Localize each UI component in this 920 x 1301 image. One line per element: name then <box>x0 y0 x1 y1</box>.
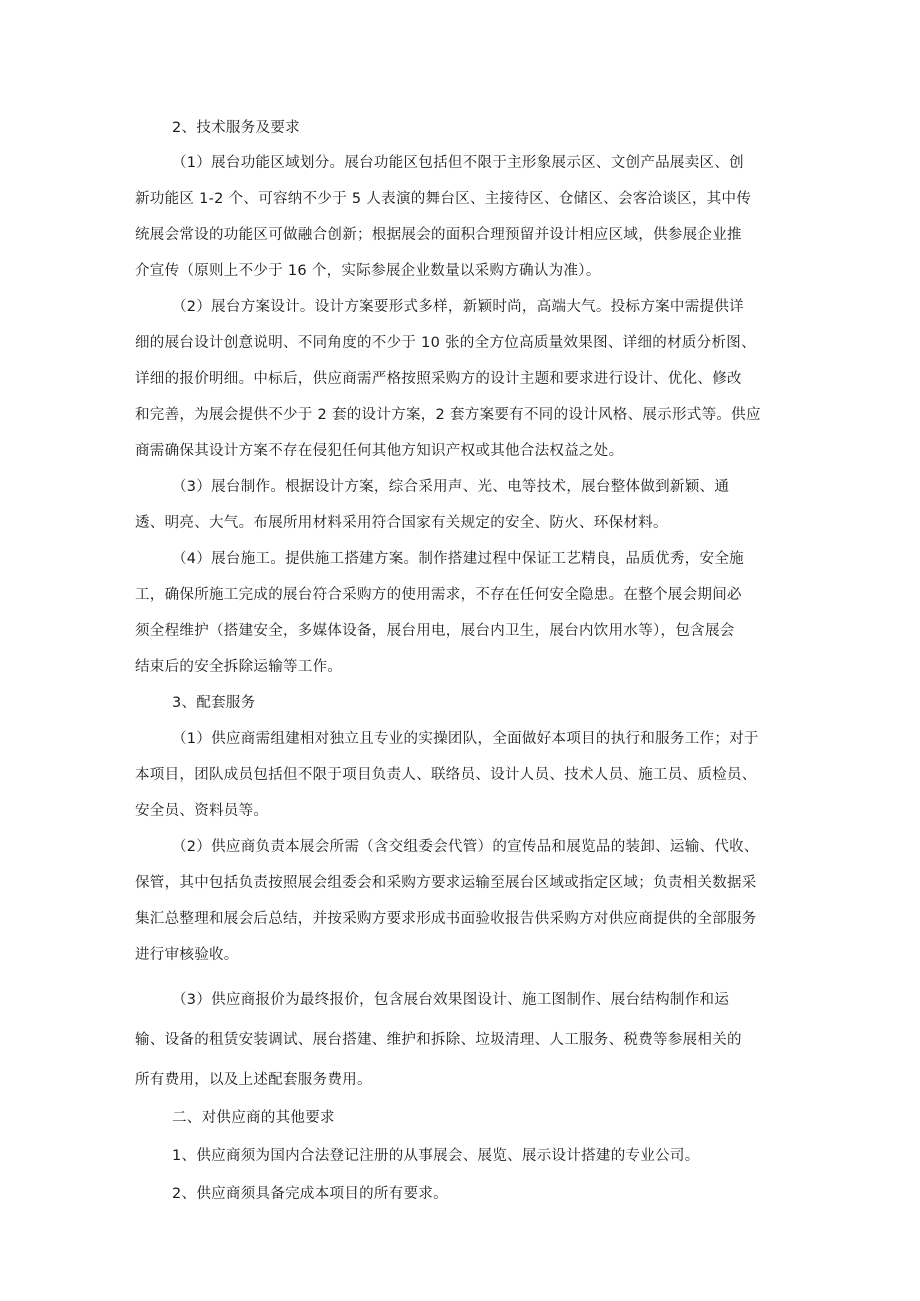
paragraph-line: （2）供应商负责本展会所需（含交组委会代管）的宣传品和展览品的装卸、运输、代收、 <box>172 839 759 855</box>
paragraph-line: 细的展台设计创意说明、不同角度的不少于 10 张的全方位高质量效果图、详细的材质分析图、 <box>135 335 756 351</box>
paragraph-line: 工，确保所施工完成的展台符合采购方的使用需求，不存在任何安全隐患。在整个展会期间必 <box>135 587 742 603</box>
paragraph-line: 集汇总整理和展会后总结，并按采购方要求形成书面验收报告供采购方对供应商提供的全部服务 <box>135 911 757 927</box>
paragraph-line: （1）供应商需组建相对独立且专业的实操团队，全面做好本项目的执行和服务工作；对于 <box>172 731 759 747</box>
paragraph-line: 进行审核验收。 <box>135 947 239 963</box>
paragraph-line: （3）展台制作。根据设计方案，综合采用声、光、电等技术，展台整体做到新颖、通 <box>172 479 730 495</box>
paragraph-line: 介宣传（原则上不少于 16 个，实际参展企业数量以采购方确认为准）。 <box>135 263 601 279</box>
paragraph-line: 透、明亮、大气。布展所用材料采用符合国家有关规定的安全、防火、环保材料。 <box>135 515 668 531</box>
paragraph-line: 2、供应商须具备完成本项目的所有要求。 <box>172 1186 448 1202</box>
paragraph-line: 详细的报价明细。中标后，供应商需严格按照采购方的设计主题和要求进行设计、优化、修改 <box>135 371 742 387</box>
paragraph-line: （2）展台方案设计。设计方案要形式多样，新颖时尚，高端大气。投标方案中需提供详 <box>172 299 744 315</box>
paragraph-line: 商需确保其设计方案不存在侵犯任何其他方知识产权或其他合法权益之处。 <box>135 443 624 459</box>
paragraph-line: 新功能区 1-2 个、可容纳不少于 5 人表演的舞台区、主接待区、仓储区、会客洽谈区，其中传 <box>135 191 752 207</box>
paragraph-line: 结束后的安全拆除运输等工作。 <box>135 659 343 675</box>
section-heading-other-requirements: 二、对供应商的其他要求 <box>172 1110 335 1126</box>
paragraph-line: （4）展台施工。提供施工搭建方案。制作搭建过程中保证工艺精良，品质优秀，安全施 <box>172 551 744 567</box>
paragraph-line: （1）展台功能区域划分。展台功能区包括但不限于主形象展示区、文创产品展卖区、创 <box>172 155 744 171</box>
paragraph-line: （3）供应商报价为最终报价，包含展台效果图设计、施工图制作、展台结构制作和运 <box>172 992 730 1008</box>
section-heading-supporting-services: 3、配套服务 <box>172 695 256 711</box>
paragraph-line: 和完善，为展会提供不少于 2 套的设计方案，2 套方案要有不同的设计风格、展示形式等。供应 <box>135 407 761 423</box>
paragraph-line: 输、设备的租赁安装调试、展台搭建、维护和拆除、垃圾清理、人工服务、税费等参展相关的 <box>135 1032 742 1048</box>
paragraph-line: 保管，其中包括负责按照展会组委会和采购方要求运输至展台区域或指定区域；负责相关数据采 <box>135 875 757 891</box>
paragraph-line: 本项目，团队成员包括但不限于项目负责人、联络员、设计人员、技术人员、施工员、质检员、 <box>135 767 757 783</box>
paragraph-line: 统展会常设的功能区可做融合创新；根据展会的面积合理预留并设计相应区域，供参展企业推 <box>135 227 742 243</box>
paragraph-line: 安全员、资料员等。 <box>135 803 269 819</box>
paragraph-line: 所有费用，以及上述配套服务费用。 <box>135 1072 372 1088</box>
paragraph-line: 须全程维护（搭建安全，多媒体设备，展台用电，展台内卫生，展台内饮用水等），包含展会 <box>135 623 735 639</box>
paragraph-line: 1、供应商须为国内合法登记注册的从事展会、展览、展示设计搭建的专业公司。 <box>172 1148 700 1164</box>
section-heading-technical-service: 2、技术服务及要求 <box>172 120 300 136</box>
